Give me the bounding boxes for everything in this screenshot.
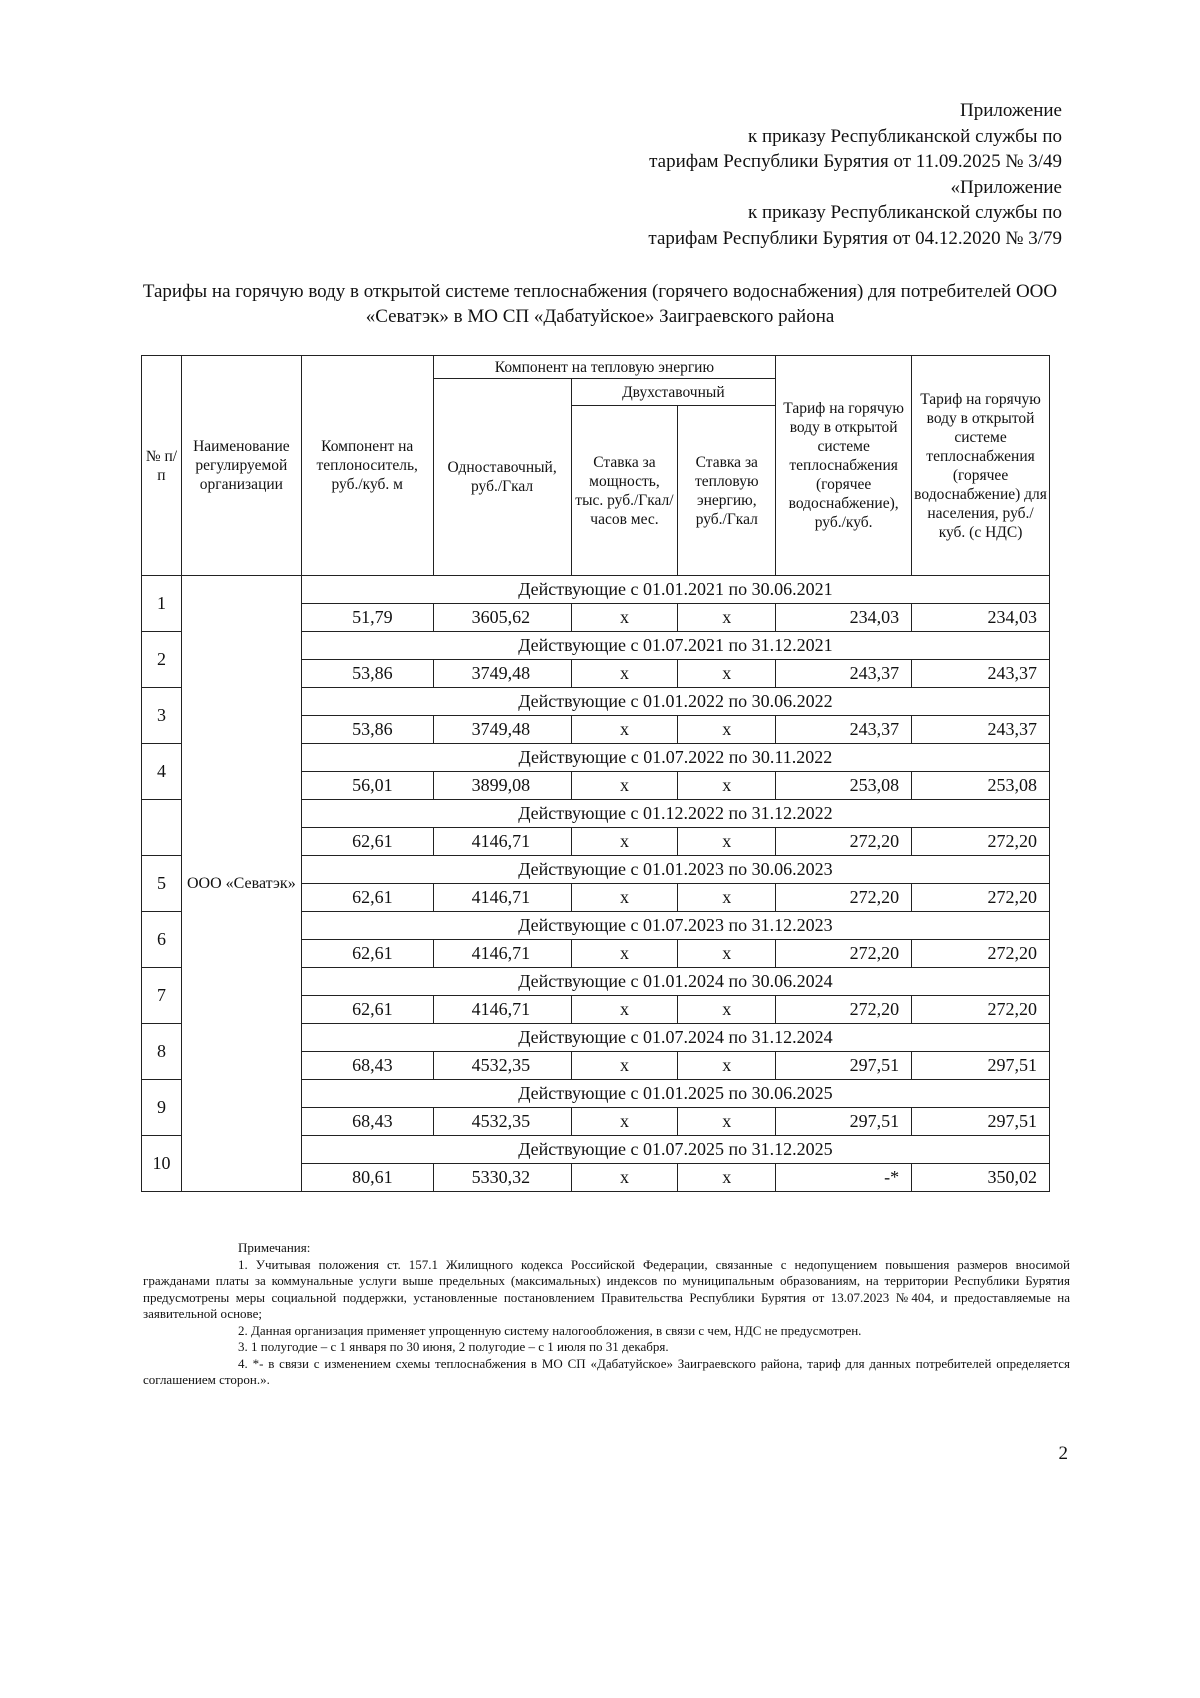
header-two-part: Двухставочный [571,379,776,406]
value-cell: 4532,35 [433,1108,571,1136]
value-cell: х [571,884,678,912]
value-cell: 243,37 [912,716,1050,744]
value-cell: х [571,716,678,744]
value-cell: 272,20 [776,940,912,968]
value-cell: 62,61 [301,940,433,968]
value-cell: х [571,828,678,856]
value-cell: 53,86 [301,716,433,744]
value-cell: х [571,772,678,800]
value-cell: 272,20 [776,828,912,856]
value-cell: х [678,1108,776,1136]
period-label: Действующие с 01.07.2024 по 31.12.2024 [301,1024,1049,1052]
value-cell: 62,61 [301,884,433,912]
value-cell: 3749,48 [433,716,571,744]
tariff-table [141,355,1050,1192]
row-number: 9 [142,1080,182,1136]
value-cell: 4146,71 [433,828,571,856]
note-item: 1. Учитывая положения ст. 157.1 Жилищного кодекса Российской Федерации, связанные с недопущением повышения размеров вносимой гражданами платы за коммунальные услуги выше предельных (максимальных) индексов по муниципальным образованиям, на территории Республики Бурятия предусмотрены меры социальной поддержки, установленные постановлением Правительства Республики Бурятия от 13.07.2023 №404, и предоставляемые на заявительной основе; [143,1256,1070,1321]
header-num: № п/п [142,356,182,576]
value-cell: 234,03 [776,604,912,632]
value-cell: х [571,940,678,968]
period-label: Действующие с 01.07.2021 по 31.12.2021 [301,632,1049,660]
value-cell: 5330,32 [433,1164,571,1192]
header-line: тарифам Республики Бурятия от 04.12.2020 № 3/79 [648,227,1062,249]
value-cell: 253,08 [776,772,912,800]
value-cell: х [571,996,678,1024]
value-cell: 53,86 [301,660,433,688]
value-cell: х [678,828,776,856]
period-label: Действующие с 01.01.2022 по 30.06.2022 [301,688,1049,716]
header-capacity-rate: Ставка за мощность, тыс. руб./Гкал/ часов мес. [571,406,678,576]
header-org: Наименование регулируемой организации [181,356,301,576]
value-cell: 62,61 [301,996,433,1024]
row-number: 3 [142,688,182,744]
notes [143,1240,1070,1389]
value-cell: 68,43 [301,1052,433,1080]
value-cell: 243,37 [912,660,1050,688]
row-number: 4 [142,744,182,800]
period-label: Действующие с 01.07.2023 по 31.12.2023 [301,912,1049,940]
value-cell: х [678,1164,776,1192]
value-cell: 3605,62 [433,604,571,632]
value-cell: 4532,35 [433,1052,571,1080]
value-cell: 4146,71 [433,884,571,912]
value-cell: х [571,660,678,688]
value-cell: 51,79 [301,604,433,632]
notes-heading: Примечания: [238,1240,311,1255]
value-cell: 272,20 [912,884,1050,912]
period-label: Действующие с 01.07.2022 по 30.11.2022 [301,744,1049,772]
period-label: Действующие с 01.01.2024 по 30.06.2024 [301,968,1049,996]
value-cell: х [571,604,678,632]
note-item: 4. *- в связи с изменением схемы теплоснабжения в МО СП «Дабатуйское» Заиграевского района, тариф для данных потребителей определяется соглашением сторон.». [143,1355,1070,1387]
value-cell: 243,37 [776,660,912,688]
value-cell: 297,51 [912,1108,1050,1136]
value-cell: х [678,660,776,688]
value-cell: х [571,1164,678,1192]
header-energy-rate: Ставка за тепловую энергию, руб./Гкал [678,406,776,576]
value-cell: 234,03 [912,604,1050,632]
value-cell: 243,37 [776,716,912,744]
value-cell: -* [776,1164,912,1192]
row-number: 8 [142,1024,182,1080]
row-number [142,800,182,856]
header-tariff: Тариф на горячую воду в открытой системе теплоснабжения (горячее водоснабжение), руб./куб. [776,356,912,576]
note-item: 2. Данная организация применяет упрощенную систему налогообложения, в связи с чем, НДС не предусмотрен. [238,1322,862,1338]
period-row [142,576,1050,604]
value-cell: 253,08 [912,772,1050,800]
value-cell: 272,20 [912,940,1050,968]
period-label: Действующие с 01.07.2025 по 31.12.2025 [301,1136,1049,1164]
value-cell: х [678,772,776,800]
value-cell: 56,01 [301,772,433,800]
value-cell: 4146,71 [433,996,571,1024]
value-cell: х [678,716,776,744]
page-number: 2 [1058,1443,1068,1464]
appendix-header [648,98,1062,251]
row-number: 10 [142,1136,182,1192]
period-label: Действующие с 01.01.2025 по 30.06.2025 [301,1080,1049,1108]
period-label: Действующие с 01.01.2021 по 30.06.2021 [301,576,1049,604]
row-number: 5 [142,856,182,912]
header-line: «Приложение [950,176,1062,198]
row-number: 6 [142,912,182,968]
header-heat-component: Компонент на тепловую энергию [433,356,776,379]
header-line: к приказу Республиканской службы по [747,202,1062,223]
note-item: 3. 1 полугодие – с 1 января по 30 июня, 2 полугодие – с 1 июля по 31 декабря. [238,1339,669,1354]
value-cell: 272,20 [912,828,1050,856]
value-cell: 297,51 [776,1108,912,1136]
value-cell: 68,43 [301,1108,433,1136]
value-cell: 297,51 [776,1052,912,1080]
value-cell: 3899,08 [433,772,571,800]
row-number: 1 [142,576,182,632]
header-line: к приказу Республиканской службы по [747,125,1062,147]
header-single-rate: Одноставочный, руб./Гкал [433,379,571,576]
value-cell: 62,61 [301,828,433,856]
value-cell: 272,20 [912,996,1050,1024]
value-cell: 272,20 [776,996,912,1024]
organization-name: ООО «Севатэк» [181,576,301,1192]
period-label: Действующие с 01.01.2023 по 30.06.2023 [301,856,1049,884]
header-line: тарифам Республики Бурятия от 11.09.2025 № 3/49 [649,151,1062,172]
header-carrier: Компонент на теплоноситель, руб./куб. м [301,356,433,576]
period-label: Действующие с 01.12.2022 по 31.12.2022 [301,800,1049,828]
row-number: 2 [142,632,182,688]
value-cell: х [678,1052,776,1080]
value-cell: 4146,71 [433,940,571,968]
document-title: Тарифы на горячую воду в открытой системе теплоснабжения (горячего водоснабжения) для потребителей ООО «Севатэк» в МО СП «Дабатуйское» Заиграевского района [142,281,1058,327]
value-cell: х [678,996,776,1024]
value-cell: 350,02 [912,1164,1050,1192]
value-cell: 272,20 [776,884,912,912]
row-number: 7 [142,968,182,1024]
value-cell: х [678,884,776,912]
value-cell: х [571,1052,678,1080]
value-cell: х [678,604,776,632]
value-cell: х [571,1108,678,1136]
header-tariff-population: Тариф на горячую воду в открытой системе теплоснабжения (горячее водоснабжение) для населения, руб./куб. (с НДС) [912,356,1050,576]
value-cell: 297,51 [912,1052,1050,1080]
header-line: Приложение [960,100,1062,121]
value-cell: 3749,48 [433,660,571,688]
value-cell: х [678,940,776,968]
value-cell: 80,61 [301,1164,433,1192]
